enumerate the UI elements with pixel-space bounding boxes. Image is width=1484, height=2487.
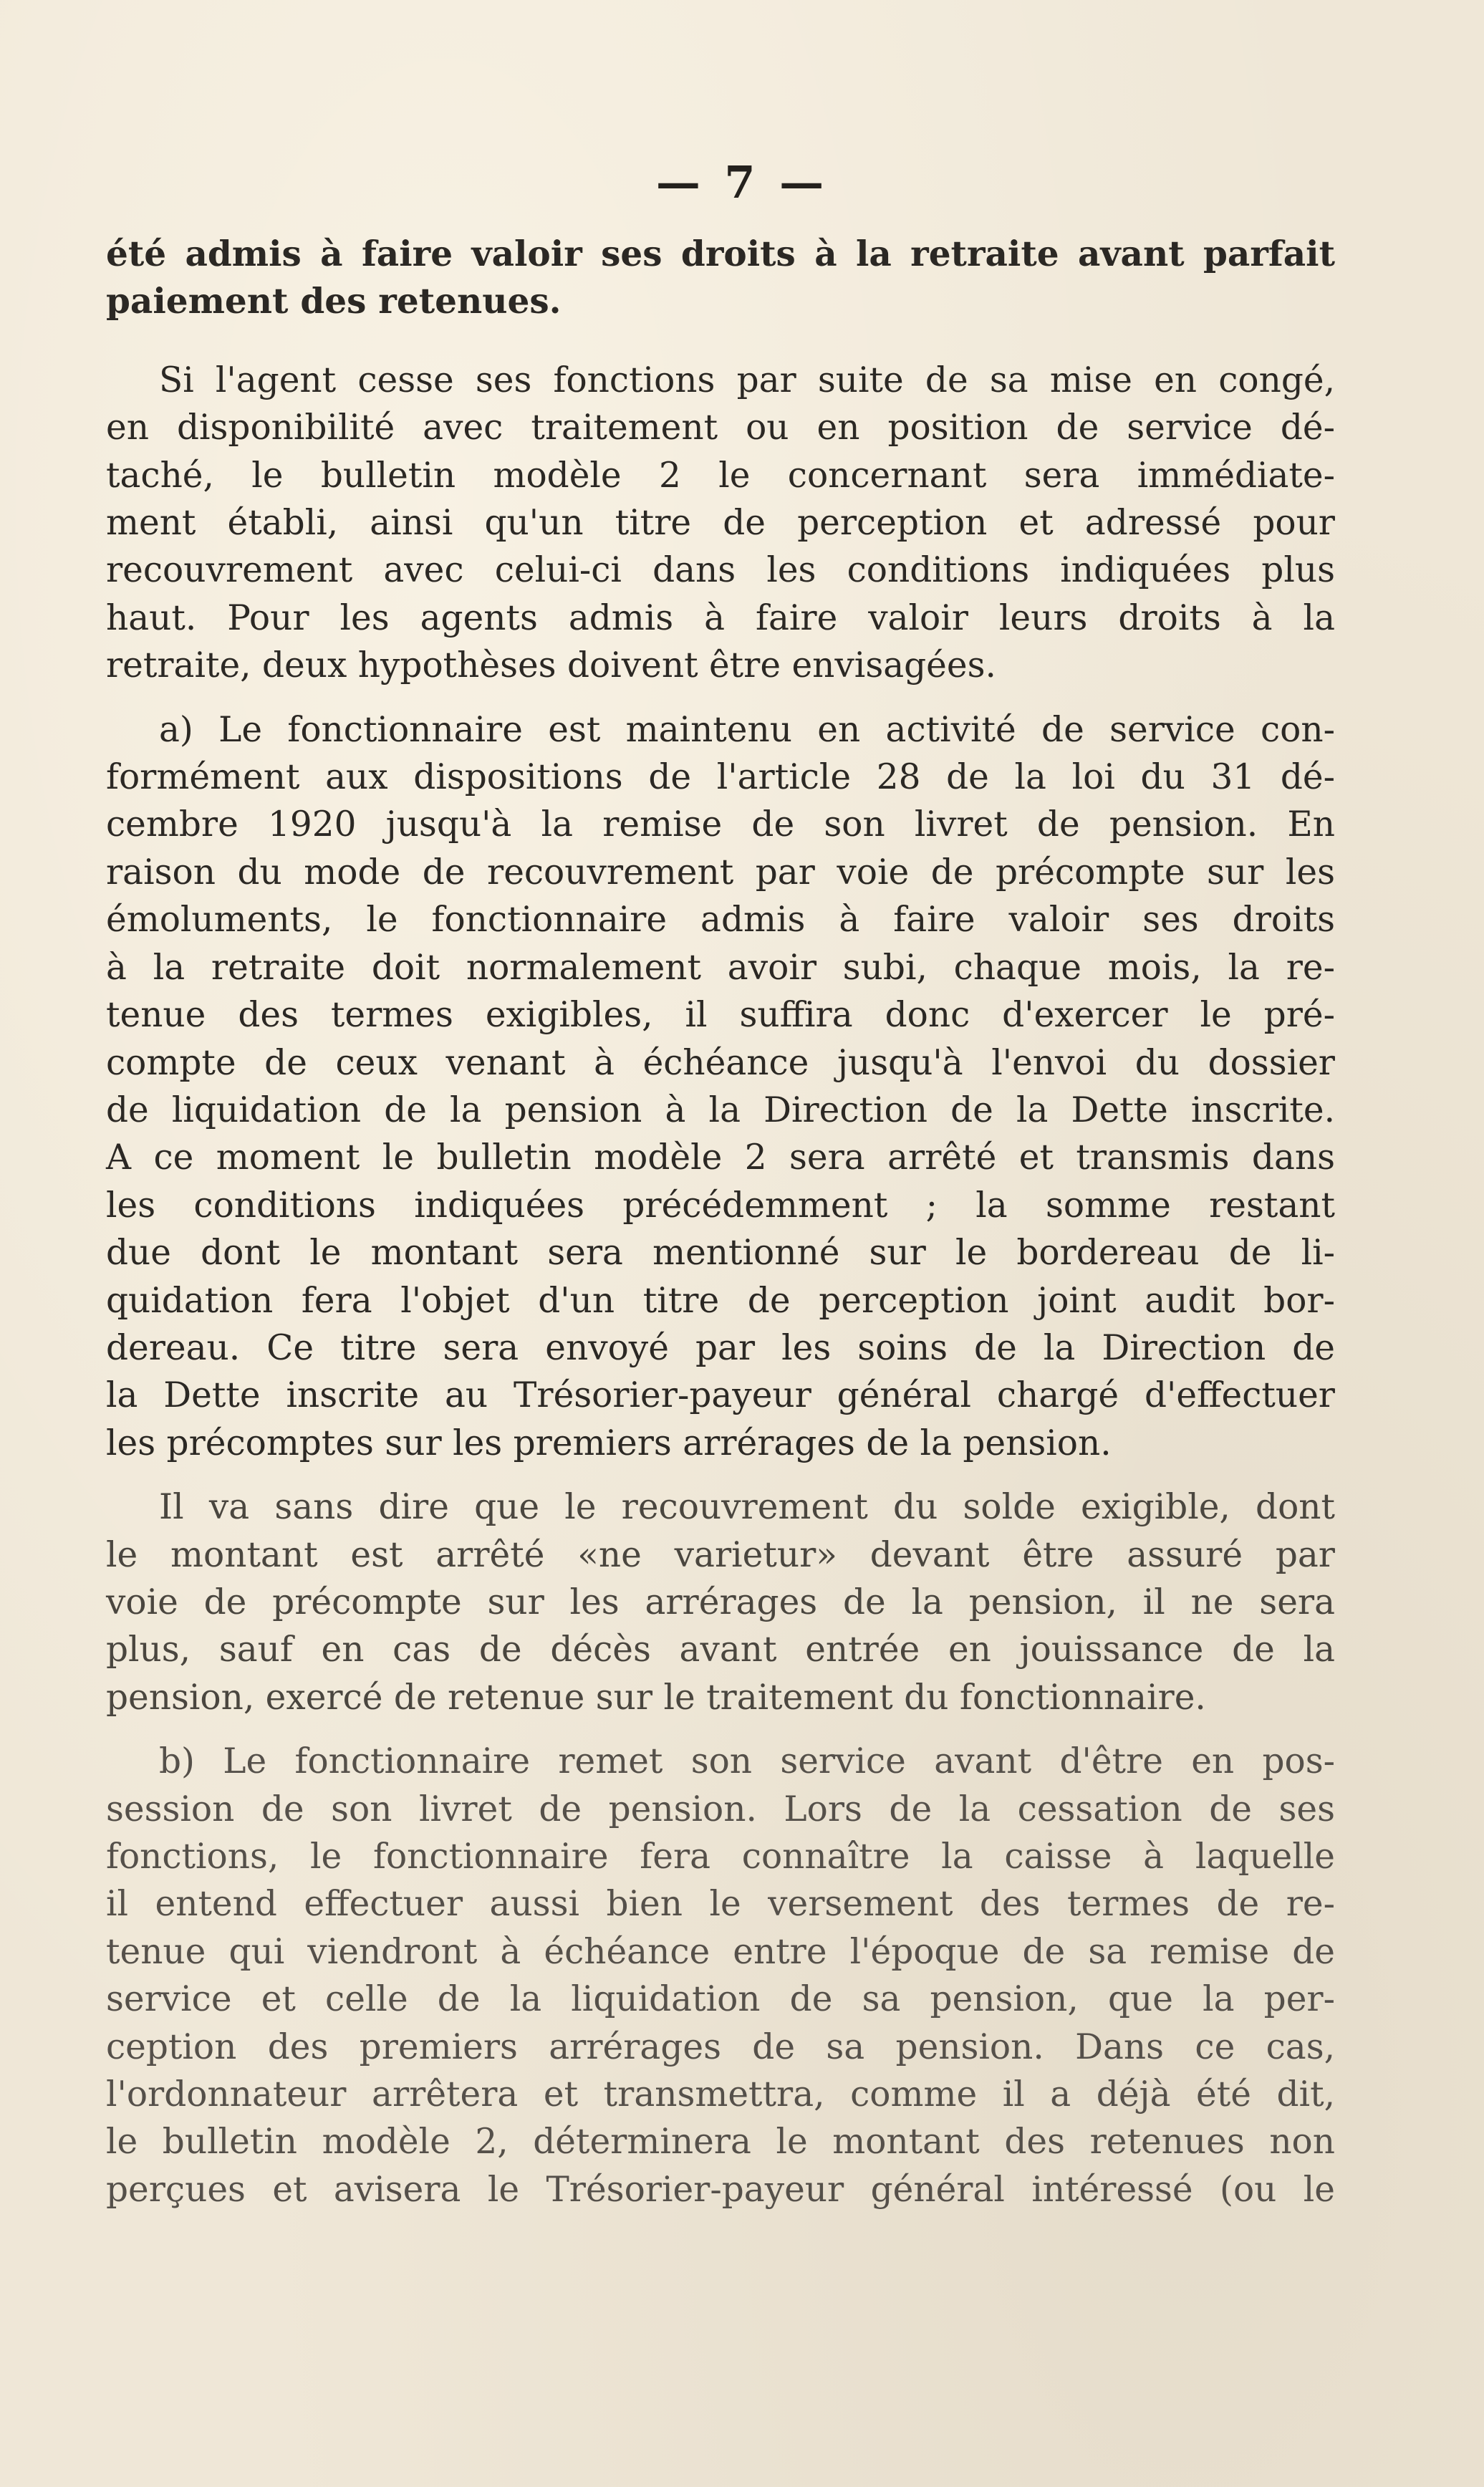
text-line: session de son livret de pension. Lors de la cessation de ses — [106, 1789, 1335, 1829]
page-number: — 7 — — [655, 156, 829, 208]
paragraph-hypothesis-b — [106, 1738, 1335, 2213]
text-line: quidation fera l'objet d'un titre de perception joint audit bor- — [106, 1280, 1335, 1321]
text-line: les conditions indiquées précédemment ; la somme restant — [106, 1185, 1335, 1226]
paragraph-cessation — [106, 357, 1335, 690]
text-line: A ce moment le bulletin modèle 2 sera arrêté et transmis dans — [106, 1137, 1335, 1178]
text-line: paiement des retenues. — [106, 281, 562, 322]
text-line: tenue des termes exigibles, il suffira donc d'exercer le pré- — [106, 995, 1335, 1036]
text-line: recouvrement avec celui-ci dans les conditions indiquées plus — [106, 550, 1335, 591]
text-line: a) Le fonctionnaire est maintenu en activité de service con- — [159, 709, 1335, 750]
text-line: le bulletin modèle 2, déterminera le montant des retenues non — [106, 2122, 1335, 2163]
text-line: fonctions, le fonctionnaire fera connaître la caisse à laquelle — [106, 1837, 1335, 1877]
text-line: l'ordonnateur arrêtera et transmettra, comme il a déjà été dit, — [106, 2074, 1335, 2115]
text-line: b) Le fonctionnaire remet son service avant d'être en pos- — [159, 1741, 1335, 1782]
text-line: les précomptes sur les premiers arrérages de la pension. — [106, 1423, 1112, 1463]
text-line: perçues et avisera le Trésorier-payeur général intéressé (ou le — [106, 2169, 1335, 2210]
text-line: taché, le bulletin modèle 2 le concernant sera immédiate- — [106, 455, 1335, 496]
text-line: à la retraite doit normalement avoir subi, chaque mois, la re- — [106, 947, 1335, 988]
text-line: la Dette inscrite au Trésorier-payeur général chargé d'effectuer — [106, 1375, 1335, 1416]
text-line: formément aux dispositions de l'article 28 de la loi du 31 dé- — [106, 757, 1335, 798]
paragraph-continuation — [106, 231, 1335, 326]
text-line: dereau. Ce titre sera envoyé par les soins de la Direction de — [106, 1327, 1335, 1368]
paragraph-hypothesis-a — [106, 706, 1335, 1468]
text-line: raison du mode de recouvrement par voie de précompte sur les — [106, 852, 1335, 893]
text-line: voie de précompte sur les arrérages de la pension, il ne sera — [106, 1582, 1335, 1622]
body-text — [106, 231, 1335, 2213]
text-line: de liquidation de la pension à la Direction de la Dette inscrite. — [106, 1089, 1335, 1130]
text-line: émoluments, le fonctionnaire admis à faire valoir ses droits — [106, 900, 1335, 941]
text-line: compte de ceux venant à échéance jusqu'à l'envoi du dossier — [106, 1042, 1335, 1083]
text-line: retraite, deux hypothèses doivent être envisagées. — [106, 645, 996, 686]
text-line: ception des premiers arrérages de sa pension. Dans ce cas, — [106, 2026, 1335, 2067]
text-line: tenue qui viendront à échéance entre l'époque de sa remise de — [106, 1931, 1335, 1972]
text-line: Il va sans dire que le recouvrement du solde exigible, dont — [159, 1487, 1335, 1528]
text-line: ment établi, ainsi qu'un titre de perception et adressé pour — [106, 503, 1335, 544]
text-line: cembre 1920 jusqu'à la remise de son livret de pension. En — [106, 804, 1335, 845]
paragraph-recovery — [106, 1483, 1335, 1721]
text-line: Si l'agent cesse ses fonctions par suite de sa mise en congé, — [159, 360, 1335, 400]
text-line: due dont le montant sera mentionné sur le bordereau de li- — [106, 1233, 1335, 1274]
text-line: plus, sauf en cas de décès avant entrée en jouissance de la — [106, 1630, 1335, 1670]
text-line: le montant est arrêté «ne varietur» devant être assuré par — [106, 1534, 1335, 1575]
text-line: été admis à faire valoir ses droits à la retraite avant parfait — [106, 234, 1335, 274]
text-line: service et celle de la liquidation de sa pension, que la per- — [106, 1979, 1335, 2020]
text-line: haut. Pour les agents admis à faire valoir leurs droits à la — [106, 597, 1335, 638]
text-line: il entend effectuer aussi bien le versement des termes de re- — [106, 1884, 1335, 1925]
text-line: pension, exercé de retenue sur le traitement du fonctionnaire. — [106, 1677, 1206, 1718]
text-line: en disponibilité avec traitement ou en position de service dé- — [106, 408, 1335, 448]
